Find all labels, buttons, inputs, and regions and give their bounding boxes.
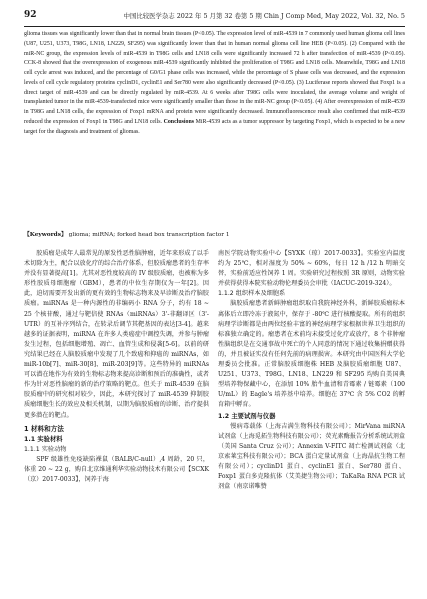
animals-paragraph-continued: 南医学院动物实验中心【SYXK（琼）2017-0033】。实验室内温度约为 25℃，相对湿度为 50% ~ 60%，每日 12 h /12 h 明暗交替，实验前适应性饲养 1 周。实验研究过程按照 3R 原则，动物实验并获得获得本院实验动物伦理委员会审批（IACUC-2019-324）。 — [218, 250, 405, 288]
abstract-results-text: glioma tissues was significantly lower than that in normal brain tissues (P<0.05). The expression level of miR-4539 in 7 commonly used human glioma cell lines (U87, U251, U373, T98G, LN18, LN229, SF295) was significantly lower than that in human normal glioma cell line HEB (P<0.05). (2) Compared with the miR-NC group, the expression levels of miR-4539 in T98G cells and LN18 cells were significantly increased 72 h after transfection of miR-4539 (P<0.05). CCK-8 showed that the overexpression of exogenous miR-4539 significantly inhibited the proliferation of T98G and LN18 cells. Meanwhile, T98G and LN18 cell cycle arrest was induced, and the percentage of G0/G1 phase cells was increased, while the percentage of S phase cells was decreased, and the expression levels of cell cycle regulatory proteins cyclinD1, cyclinE1 and Ser780 were also significantly decreased (P<0.05). (3) Luciferase reports showed that Foxp1 is a direct target of miR-4539 and can be directly regulated by miR-4539. At 6 weeks after T98G cells were inoculated, the average volume and weight of transplanted tumor in the miR-4539-transfected mice were significantly smaller than those in the miR-NC group (P<0.05). (4) After overexpression of miR-4539 in T98G and LN18 cells, the expression of Foxp1 mRNA and protein were significantly decreased. Immunofluorescence result also confirmed that miR-4539 reduced the expression of Foxp1 in T98G and LN18 cells. — [24, 31, 405, 125]
conclusions-label: Conclusions — [163, 118, 195, 125]
subsubsection-heading-animals: 1.1.1 实验动物 — [24, 445, 67, 453]
left-column — [24, 249, 209, 485]
keywords-text: glioma; miRNA; forked head box transcription factor 1 — [68, 232, 230, 238]
animals-paragraph: SPF 级雄性免疫缺陷裸鼠（BALB/C-null）,4 周龄，20 只，体重 20 ~ 22 g，购自北京维通利华实验动物技术有限公司【SCXK（京）2017-0033】，饲养于海 — [24, 455, 209, 484]
page-number: 92 — [24, 10, 37, 20]
right-column — [218, 249, 405, 492]
abstract-conclusions-text: MiR-4539 acts as a tumor suppressor by targeting Foxp1, which is expected to be a new target for the diagnosis and treatment of gliomas. — [24, 118, 405, 135]
journal-citation-line: 中国比较医学杂志 2022 年 5 月第 32 卷第 5 期 Chin J Comp Med, May 2022, Vol. 32, No. 5 — [123, 12, 405, 20]
tissue-samples-paragraph: 脑胶质瘤患者新鲜肿瘤组织取自我院神经外科，新鲜胶质瘤标本离体后立即冷冻于液氮中，保存于 -80℃ 进行核酸提取。所有的组织病理学诊断都是由两位经验丰富的神经病理学家根据世界卫生组织的标准独立确定的。瘤患者在术前均未接受过化疗或放疗，8 个非肿瘤性脑组织是在交通事故中死亡的个人同意的情况下通过收集捐赠获得的，并且被证实没有任何先前的病理损害。本研究由中国医科大学伦理委员会批准。正常脑胶质细胞株 HEB 及脑胶质瘤细胞 U87、U251、U373、T98G、LN18、LN229 和 SF295 均购自美国典型培养物保藏中心，在添加 10% 胎牛血清和青霉素 / 链霉素（100 U/mL）的 Eagle's 培养基中培养。细胞在 37℃ 含 5% CO2 的孵育箱中孵育。 — [218, 300, 405, 409]
subsection-heading-materials: 1.1 实验材料 — [24, 435, 63, 443]
english-abstract — [24, 30, 405, 137]
section-heading-materials-methods: 1 材料和方法 — [24, 424, 64, 433]
reagents-paragraph: 慢病毒载体（上海吉满生物科技有限公司）；MirVana miRNA 试剂盒（上海觅拓生物科技有限公司）；荧光素酶报告分析系统试剂盒（美国 Santa Cruz 公司）；Annexin V-FITC 凋亡检测试剂盒（北京索莱宝科技有限公司）；BCA 蛋白定量试剂盒（上海晶抗生物工程有限公司）；cyclinD1 蛋白、cyclinE1 蛋白、Ser780 蛋白、Foxp1 蛋白多克隆抗体（艾美捷生物公司）；TaKaRa RNA PCR 试剂盒（南京诺唯赞 — [218, 422, 405, 491]
keywords-label: 【Keywords】 — [24, 232, 67, 238]
keywords-line — [24, 231, 405, 240]
running-header — [24, 10, 405, 24]
introduction-paragraph: 胶质瘤是成年人最常见的原发性恶性脑肿瘤，近年来形成了以手术切除为主，配合以放化疗的综合治疗体系，但胶质瘤患者的生存率并没有显著提高[1]。尤其对恶性度较高的 IV 级胶质瘤，也被称为多形性胶质母细胞瘤（GBM），患者的中位生存期仅为一年[2]。因此，迫切需要开发出新的更有效的生物标志物来及早诊断及治疗脑胶质瘤。miRNAs 是一种内源性的非编码小 RNA 分子，约有 18 ~ 25 个核苷酸，通过与靶信使 RNAs（miRNAs）3'-非翻译区（3'-UTR）的互补序列结合，在转录后调节其靶基因的表达[3-4]。越来越多的证据表明，miRNA 在许多人类癌症中调控失调，并参与肿瘤发生过程，包括细胞增殖、凋亡、血管生成和侵袭[5-6]。以前的研究结果已经在人脑胶质瘤中发现了几个致癌和抑癌的 miRNAs，如 miR-10b[7]、miR-30[8]、miR-203[9]等。这些特异的 miRNAs 可以潜在地作为有效的生物标志物来提高诊断和预后的准确性，或者作为针对恶性脑瘤的新的治疗策略的靶点。但关于 miR-4539 在脑胶质瘤中的研究相对较少，因此，本研究探讨了 miR-4539 抑制胶质瘤细胞生长的效应及相关机制，以期为脑胶质瘤的诊断、治疗提供更多潜在的靶点。 — [24, 250, 209, 419]
subsection-heading-reagents: 1.2 主要试剂与仪器 — [218, 412, 276, 420]
subsubsection-heading-tissue-samples: 1.1.2 组织样本及细胞系 — [218, 290, 286, 298]
header-rule — [24, 26, 405, 27]
